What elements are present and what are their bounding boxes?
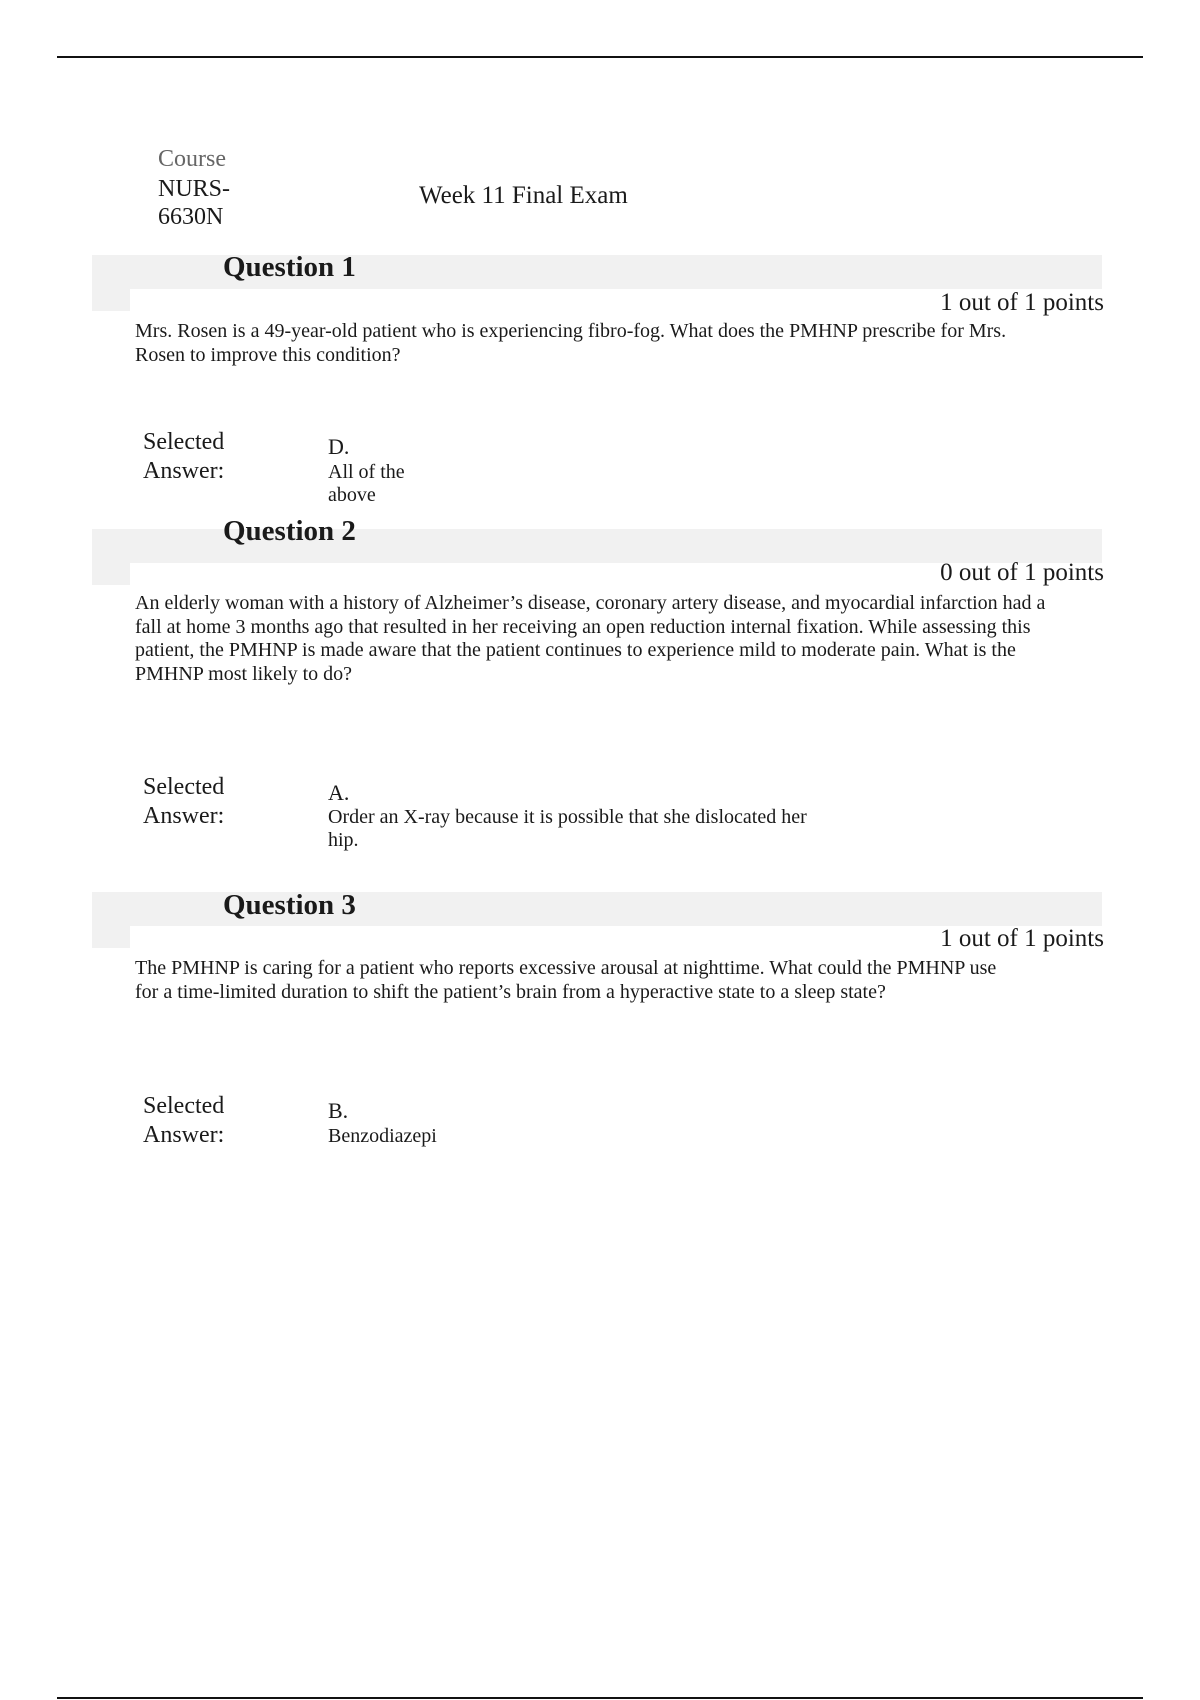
question-points: 0 out of 1 points <box>940 559 1104 586</box>
question-points: 1 out of 1 points <box>940 925 1104 952</box>
answer-text: Benzodiazepi <box>328 1125 437 1147</box>
question-header-band-tab <box>92 926 130 948</box>
course-label: Course <box>158 146 226 172</box>
answer-text: Order an X-ray because it is possible that she dislocated her hip. <box>328 806 807 851</box>
answer-letter: D. <box>328 434 350 459</box>
question-title: Question 3 <box>223 889 356 921</box>
exam-title: Week 11 Final Exam <box>419 182 628 209</box>
question-header-band-tab <box>92 563 130 585</box>
question-text: An elderly woman with a history of Alzheimer’s disease, coronary artery disease, and myocardial infarction had a fall at home 3 months ago that resulted in her receiving an open reduction internal fixation. While assessing this patient, the PMHNP is made aware that the patient continues to experience mild to moderate pain. What is the PMHNP most likely to do? <box>135 592 1046 685</box>
question-header-band-tab <box>92 289 130 311</box>
answer-letter: B. <box>328 1098 349 1123</box>
bottom-rule <box>57 1697 1143 1699</box>
answer-letter: A. <box>328 780 350 805</box>
selected-answer-label: Selected Answer: <box>143 429 225 484</box>
question-title: Question 1 <box>223 251 356 283</box>
course-id: NURS-6630N <box>158 176 231 230</box>
selected-answer-label: Selected Answer: <box>143 774 225 829</box>
question-title: Question 2 <box>223 515 356 547</box>
top-rule <box>57 56 1143 58</box>
question-text: Mrs. Rosen is a 49-year-old patient who is experiencing fibro-fog. What does the PMHNP prescribe for Mrs. Rosen to improve this condition? <box>135 320 1007 366</box>
question-points: 1 out of 1 points <box>940 289 1104 316</box>
answer-text: All of the above <box>328 461 405 506</box>
question-text: The PMHNP is caring for a patient who reports excessive arousal at nighttime. What could the PMHNP use for a time-limited duration to shift the patient’s brain from a hyperactive state to a sleep state? <box>135 957 997 1003</box>
selected-answer-label: Selected Answer: <box>143 1093 225 1148</box>
